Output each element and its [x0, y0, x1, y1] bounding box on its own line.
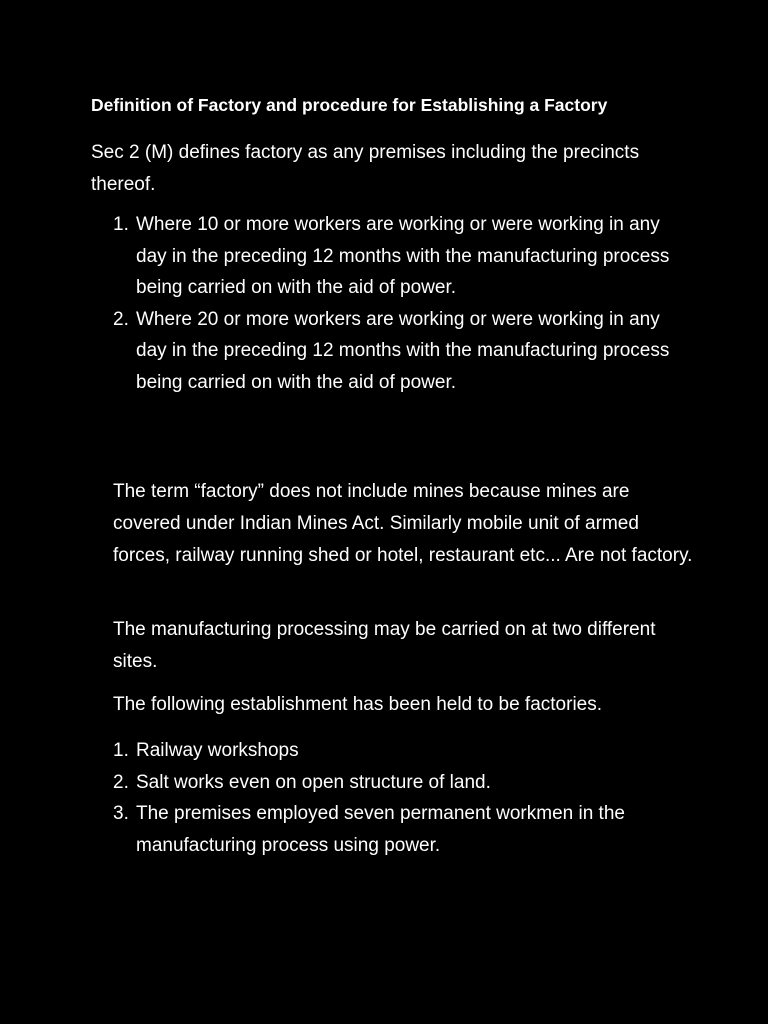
list-item-number: 1. — [113, 214, 129, 235]
intro-paragraph: Sec 2 (M) defines factory as any premises including the precincts thereof. — [91, 142, 640, 195]
list-item-number: 2. — [113, 771, 129, 793]
sites-paragraph: The manufacturing processing may be carried on at two different sites. — [113, 619, 656, 672]
list-item-text: Railway workshops — [136, 740, 299, 761]
list-item-number: 2. — [113, 308, 129, 330]
list-item-number: 1. — [113, 740, 129, 761]
list-item-text: Where 10 or more workers are working or were working in any day in the preceding 12 months with the manufacturing process being carried on with the aid of power. — [136, 214, 670, 299]
list-item-text: Where 20 or more workers are working or were working in any day in the preceding 12 months with the manufacturing process being carried on with the aid of power. — [136, 308, 670, 393]
list-item — [113, 209, 693, 304]
list-item — [113, 798, 693, 861]
document-heading: Definition of Factory and procedure for Establishing a Factory — [91, 95, 608, 115]
factory-conditions-list — [113, 209, 693, 399]
held-paragraph: The following establishment has been held to be factories. — [113, 694, 603, 715]
list-item-text: The premises employed seven permanent workmen in the manufacturing process using power. — [136, 803, 625, 856]
factories-list — [113, 735, 693, 861]
exclusion-paragraph: The term “factory” does not include mines because mines are covered under Indian Mines Act. Similarly mobile unit of armed forces, railway running shed or hotel, restaurant etc... Are not factory. — [113, 481, 693, 566]
list-item — [113, 767, 693, 799]
list-item-number: 3. — [113, 803, 129, 825]
list-item-text: Salt works even on open structure of land. — [136, 771, 491, 793]
list-item — [113, 735, 693, 767]
list-item — [113, 304, 693, 399]
